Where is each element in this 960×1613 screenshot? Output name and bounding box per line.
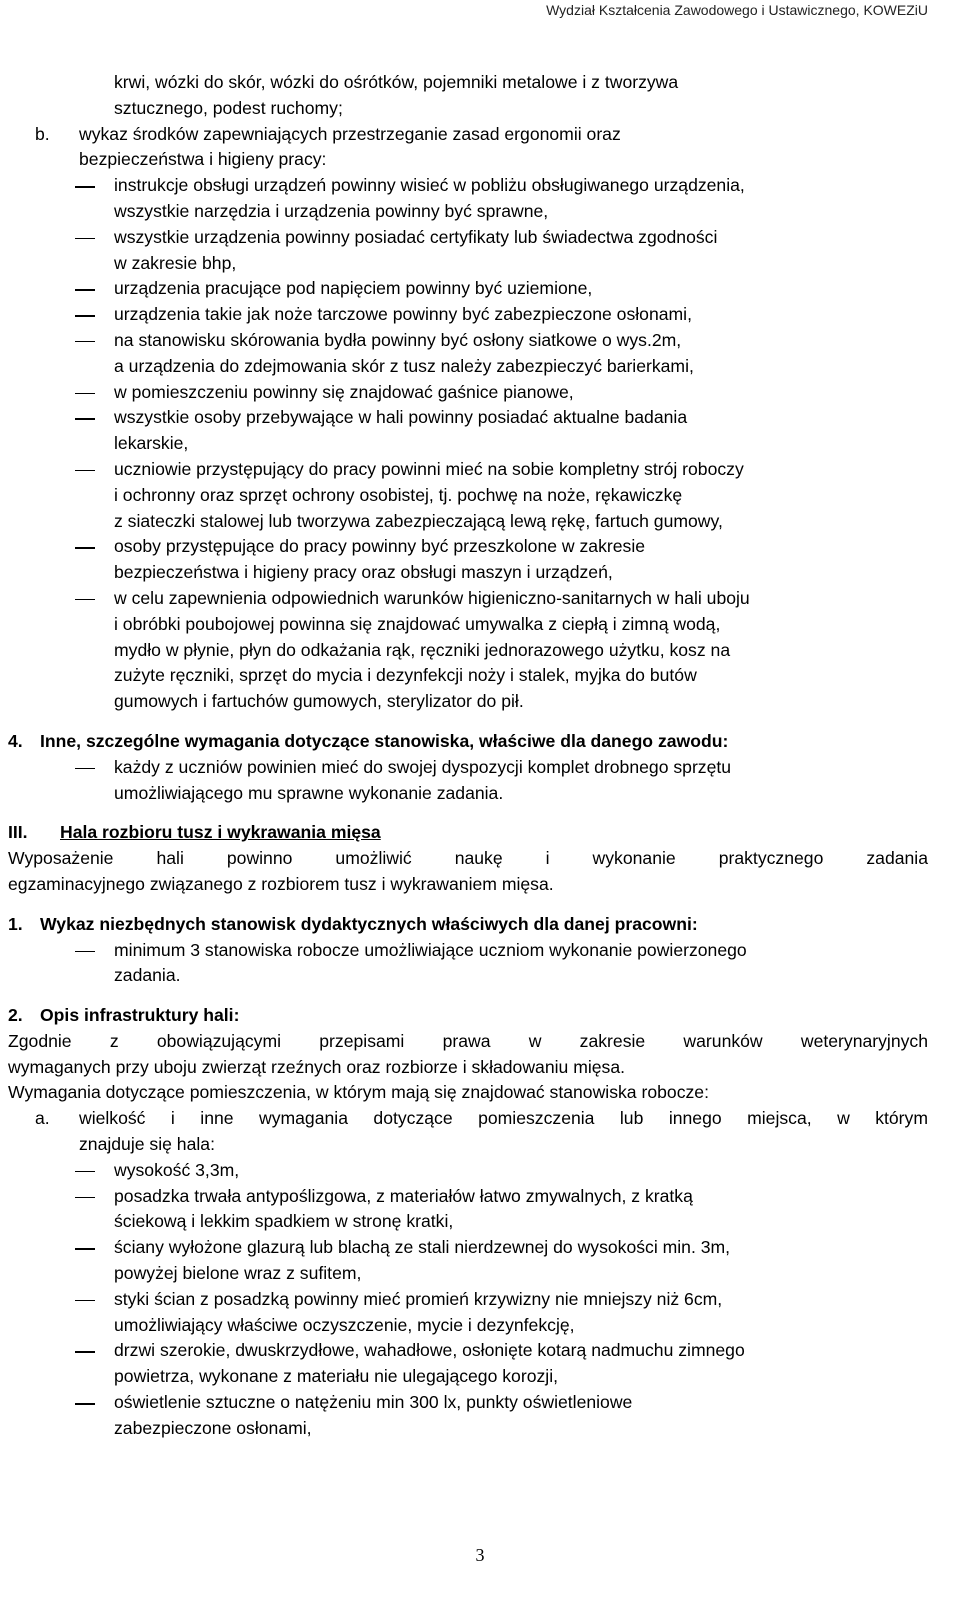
list-item-text: ściekową i lekkim spadkiem w stronę kratki,	[114, 1211, 454, 1232]
dash-list-item	[0, 938, 960, 990]
section-number: 2.	[8, 1005, 23, 1026]
list-item-text: z siateczki stalowej lub tworzywa zabezpieczającą lewą rękę, fartuch gumowy,	[114, 510, 723, 531]
chapter-title: Hala rozbioru tusz i wykrawania mięsa	[60, 822, 381, 843]
list-item-text: gumowych i fartuchów gumowych, sterylizator do pił.	[114, 691, 524, 712]
list-item-text: powietrza, wykonane z materiału nie ulegającego korozji,	[114, 1366, 558, 1387]
dash-list-item	[0, 173, 960, 225]
list-item-text: lekarskie,	[114, 433, 189, 454]
list-item-text: i ochronny oraz sprzęt ochrony osobistej, tj. pochwę na noże, rękawiczkę	[114, 484, 683, 505]
dash-list-item	[0, 755, 960, 807]
s4-dash-list	[0, 755, 960, 807]
continued-line: krwi, wózki do skór, wózki do ośrótków, pojemniki metalowe i z tworzywa	[114, 72, 679, 92]
list-item-b	[0, 122, 960, 174]
list-item-text: mydło w płynie, płyn do odkażania rąk, ręczniki jednorazowego użytku, kosz na	[114, 639, 731, 660]
dash-bullet	[75, 186, 95, 188]
list-item-text: w zakresie bhp,	[114, 252, 237, 273]
list-item-text: powyżej bielone wraz z sufitem,	[114, 1263, 362, 1284]
list-item-text: posadzka trwała antypoślizgowa, z materiałów łatwo zmywalnych, z kratką	[114, 1185, 693, 1206]
paragraph-line: wymaganych przy uboju zwierząt rzeźnych oraz rozbiorze i składowaniu mięsa.	[8, 1056, 626, 1077]
s31-dash-list	[0, 938, 960, 990]
dash-bullet	[75, 1248, 95, 1250]
dash-list-item	[0, 1338, 960, 1390]
dash-list-item	[0, 380, 960, 406]
page-number: 3	[475, 1545, 485, 1565]
paragraph-line: egzaminacyjnego związanego z rozbiorem tusz i wykrawaniem mięsa.	[8, 873, 554, 894]
list-letter: a.	[35, 1108, 50, 1129]
dash-bullet	[75, 768, 95, 770]
list-item-text: ściany wyłożone glazurą lub blachą ze stali nierdzewnej do wysokości min. 3m,	[114, 1237, 731, 1258]
dash-list-item	[0, 1287, 960, 1339]
list-item-a	[0, 1106, 960, 1158]
list-item-text: urządzenia takie jak noże tarczowe powinny być zabezpieczone osłonami,	[114, 304, 692, 325]
list-item-text: na stanowisku skórowania bydła powinny być osłony siatkowe o wys.2m,	[114, 329, 682, 350]
list-item-text: instrukcje obsługi urządzeń powinny wisieć w pobliżu obsługiwanego urządzenia,	[114, 175, 745, 196]
list-text: bezpieczeństwa i higieny pracy:	[79, 149, 327, 170]
list-text: wykaz środków zapewniających przestrzeganie zasad ergonomii oraz	[79, 123, 621, 144]
dash-bullet	[75, 341, 95, 343]
list-item-text: wszystkie urządzenia powinny posiadać certyfikaty lub świadectwa zgodności	[114, 226, 718, 247]
list-item-text: w celu zapewnienia odpowiednich warunków higieniczno-sanitarnych w hali uboju	[114, 587, 750, 608]
dash-list-item	[0, 1158, 960, 1184]
dash-list-item	[0, 225, 960, 277]
dash-bullet	[75, 547, 95, 549]
dash-list-item	[0, 586, 960, 715]
dash-bullet	[75, 1351, 95, 1353]
section-title: Wykaz niezbędnych stanowisk dydaktycznych właściwych dla danej pracowni:	[40, 913, 698, 934]
dash-bullet	[75, 393, 95, 395]
dash-list-item	[0, 405, 960, 457]
list-letter: b.	[35, 123, 50, 144]
dash-list-item	[0, 302, 960, 328]
list-item-text: drzwi szerokie, dwuskrzydłowe, wahadłowe, osłonięte kotarą nadmuchu zimnego	[114, 1340, 745, 1361]
page-header: Wydział Kształcenia Zawodowego i Ustawicznego, KOWEZiU	[546, 2, 928, 18]
dash-bullet	[75, 1197, 95, 1199]
dash-bullet	[75, 238, 95, 240]
dash-bullet	[75, 951, 95, 953]
document-body	[0, 70, 960, 1442]
section-heading	[0, 729, 960, 755]
list-item-text: minimum 3 stanowiska robocze umożliwiające uczniom wykonanie powierzonego	[114, 939, 747, 960]
a-dash-list	[0, 1158, 960, 1442]
list-item-text: zabezpieczone osłonami,	[114, 1417, 312, 1438]
list-text: znajduje się hala:	[79, 1134, 215, 1155]
list-item-text: każdy z uczniów powinien mieć do swojej dyspozycji komplet drobnego sprzętu	[114, 756, 732, 777]
dash-bullet	[75, 470, 95, 472]
list-item-text: umożliwiający właściwe oczyszczenie, mycie i dezynfekcję,	[114, 1314, 575, 1335]
list-item-text: wszystkie narzędzia i urządzenia powinny być sprawne,	[114, 200, 549, 221]
section-heading	[0, 912, 960, 938]
list-item-text: zadania.	[114, 965, 181, 986]
list-item-text: w pomieszczeniu powinny się znajdować gaśnice pianowe,	[114, 381, 574, 402]
dash-list-item	[0, 534, 960, 586]
dash-list-item	[0, 1390, 960, 1442]
list-item-text: uczniowie przystępujący do pracy powinni mieć na sobie kompletny strój roboczy	[114, 458, 744, 479]
list-item-text: wysokość 3,3m,	[114, 1159, 240, 1180]
dash-bullet	[75, 418, 95, 420]
list-item-text: osoby przystępujące do pracy powinny być przeszkolone w zakresie	[114, 536, 646, 557]
list-item-text: styki ścian z posadzką powinny mieć promień krzywizny nie mniejszy niż 6cm,	[114, 1288, 723, 1309]
section-number: 1.	[8, 913, 23, 934]
chapter-number: III.	[8, 822, 28, 843]
dash-list-item	[0, 276, 960, 302]
dash-list-item	[0, 328, 960, 380]
dash-list-item	[0, 1235, 960, 1287]
chapter-heading	[0, 820, 960, 846]
paragraph-line: Wymagania dotyczące pomieszczenia, w którym mają się znajdować stanowiska robocze:	[8, 1082, 709, 1103]
list-item-text: urządzenia pracujące pod napięciem powinny być uziemione,	[114, 278, 593, 299]
paragraph-line: Zgodnie z obowiązującymi przepisami prawa w zakresie warunków weterynaryjnych	[8, 1030, 928, 1051]
list-item-text: a urządzenia do zdejmowania skór z tusz należy zabezpieczyć barierkami,	[114, 355, 694, 376]
continued-line: sztucznego, podest ruchomy;	[114, 97, 343, 118]
section-title: Inne, szczególne wymagania dotyczące stanowiska, właściwe dla danego zawodu:	[40, 730, 729, 751]
section-number: 4.	[8, 730, 23, 751]
section-heading	[0, 1003, 960, 1029]
list-item-text: zużyte ręczniki, sprzęt do mycia i dezynfekcji noży i stalek, myjka do butów	[114, 665, 697, 686]
list-item-text: wszystkie osoby przebywające w hali powinny posiadać aktualne badania	[114, 407, 688, 428]
dash-bullet	[75, 599, 95, 601]
list-text: wielkość i inne wymagania dotyczące pomieszczenia lub innego miejsca, w którym	[79, 1108, 928, 1129]
paragraph-line: Wyposażenie hali powinno umożliwić naukę i wykonanie praktycznego zadania	[8, 848, 928, 869]
dash-list-item	[0, 457, 960, 534]
list-item-text: oświetlenie sztuczne o natężeniu min 300 lx, punkty oświetleniowe	[114, 1392, 633, 1413]
dash-list-item	[0, 1184, 960, 1236]
dash-bullet	[75, 1403, 95, 1405]
dash-bullet	[75, 315, 95, 317]
b-dash-list	[0, 173, 960, 715]
list-item-text: bezpieczeństwa i higieny pracy oraz obsługi maszyn i urządzeń,	[114, 562, 613, 583]
section-title: Opis infrastruktury hali:	[40, 1005, 240, 1026]
dash-bullet	[75, 1171, 95, 1173]
list-item-text: i obróbki poubojowej powinna się znajdować umywalka z ciepłą i zimną wodą,	[114, 613, 721, 634]
list-item-text: umożliwiającego mu sprawne wykonanie zadania.	[114, 782, 504, 803]
dash-bullet	[75, 289, 95, 291]
dash-bullet	[75, 1300, 95, 1302]
